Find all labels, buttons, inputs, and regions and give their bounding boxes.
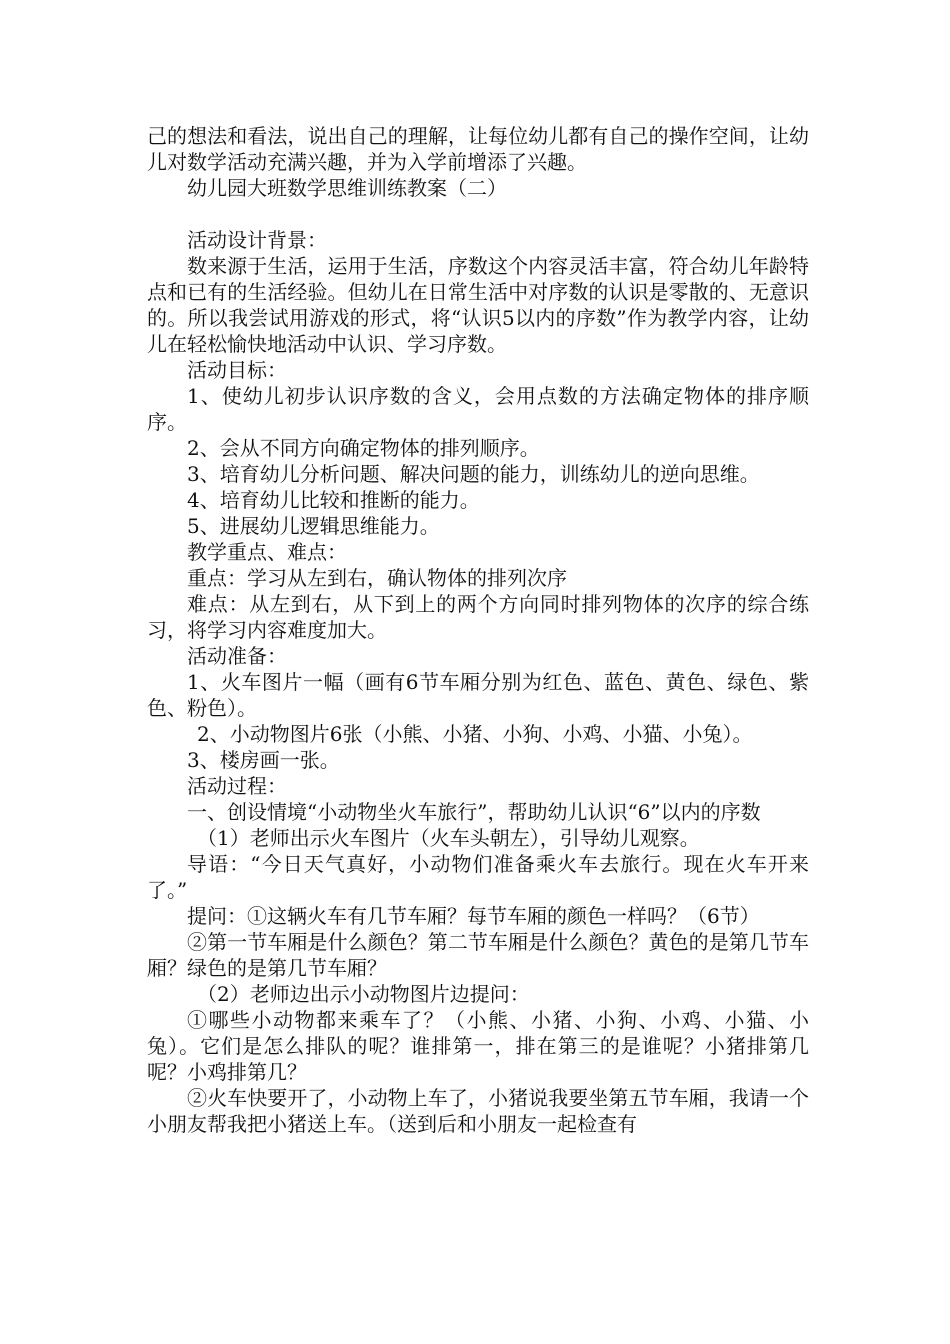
heading-goals: 活动目标：	[187, 358, 287, 382]
question-1: 提问：①这辆火车有几节车厢？每节车厢的颜色一样吗？（6节）	[187, 904, 760, 928]
difficult-point: 难点：从左到右，从下到上的两个方向同时排列物体的次序的综合练习，将学习内容难度加大。	[147, 592, 809, 642]
goal-item-1: 1、使幼儿初步认识序数的含义，会用点数的方法确定物体的排序顺序。	[147, 384, 809, 434]
key-point: 重点：学习从左到右，确认物体的排列次序	[187, 566, 567, 590]
process-substep-2: （2）老师边出示小动物图片边提问：	[197, 982, 530, 1006]
preparation-item-3: 3、楼房画一张。	[187, 748, 340, 772]
process-step-1: 一、创设情境“小动物坐火车旅行”，帮助幼儿认识“6”以内的序数	[187, 800, 761, 824]
preparation-item-2: 2、小动物图片6张（小熊、小猪、小狗、小鸡、小猫、小兔）。	[197, 722, 753, 746]
goal-item-4: 4、培育幼儿比较和推断的能力。	[187, 488, 480, 512]
continuation-paragraph: 己的想法和看法，说出自己的理解，让每位幼儿都有自己的操作空间，让幼儿对数学活动充满兴趣，并为入学前增添了兴趣。	[147, 124, 809, 174]
document-body	[147, 123, 809, 1137]
question-3: ①哪些小动物都来乘车了？（小熊、小猪、小狗、小鸡、小猫、小兔）。它们是怎么排队的呢？谁排第一，排在第三的是谁呢？小猪排第几呢？小鸡排第几？	[147, 1008, 809, 1084]
blank-line	[147, 201, 809, 227]
background-paragraph: 数来源于生活，运用于生活，序数这个内容灵活丰富，符合幼儿年龄特点和已有的生活经验。但幼儿在日常生活中对序数的认识是零散的、无意识的。所以我尝试用游戏的形式，将“认识5以内的序数”作为教学内容，让幼儿在轻松愉快地活动中认识、学习序数。	[147, 254, 809, 356]
heading-preparation: 活动准备：	[187, 644, 287, 668]
goal-item-5: 5、进展幼儿逻辑思维能力。	[187, 514, 440, 538]
question-4: ②火车快要开了，小动物上车了，小猪说我要坐第五节车厢，我请一个小朋友帮我把小猪送上车。（送到后和小朋友一起检查有	[147, 1086, 809, 1136]
question-2: ②第一节车厢是什么颜色？第二节车厢是什么颜色？黄色的是第几节车厢？绿色的是第几节车厢？	[147, 930, 809, 980]
heading-background: 活动设计背景：	[187, 228, 327, 252]
goal-item-2: 2、会从不同方向确定物体的排列顺序。	[187, 436, 540, 460]
heading-key-points: 教学重点、难点：	[187, 540, 347, 564]
section-title: 幼儿园大班数学思维训练教案（二）	[187, 176, 507, 200]
intro-speech: 导语：“今日天气真好，小动物们准备乘火车去旅行。现在火车开来了。”	[147, 852, 809, 902]
goal-item-3: 3、培育幼儿分析问题、解决问题的能力，训练幼儿的逆向思维。	[187, 462, 760, 486]
heading-process: 活动过程：	[187, 774, 287, 798]
process-substep-1: （1）老师出示火车图片（火车头朝左），引导幼儿观察。	[197, 826, 700, 850]
preparation-item-1: 1、火车图片一幅（画有6节车厢分别为红色、蓝色、黄色、绿色、紫色、粉色）。	[147, 670, 809, 720]
